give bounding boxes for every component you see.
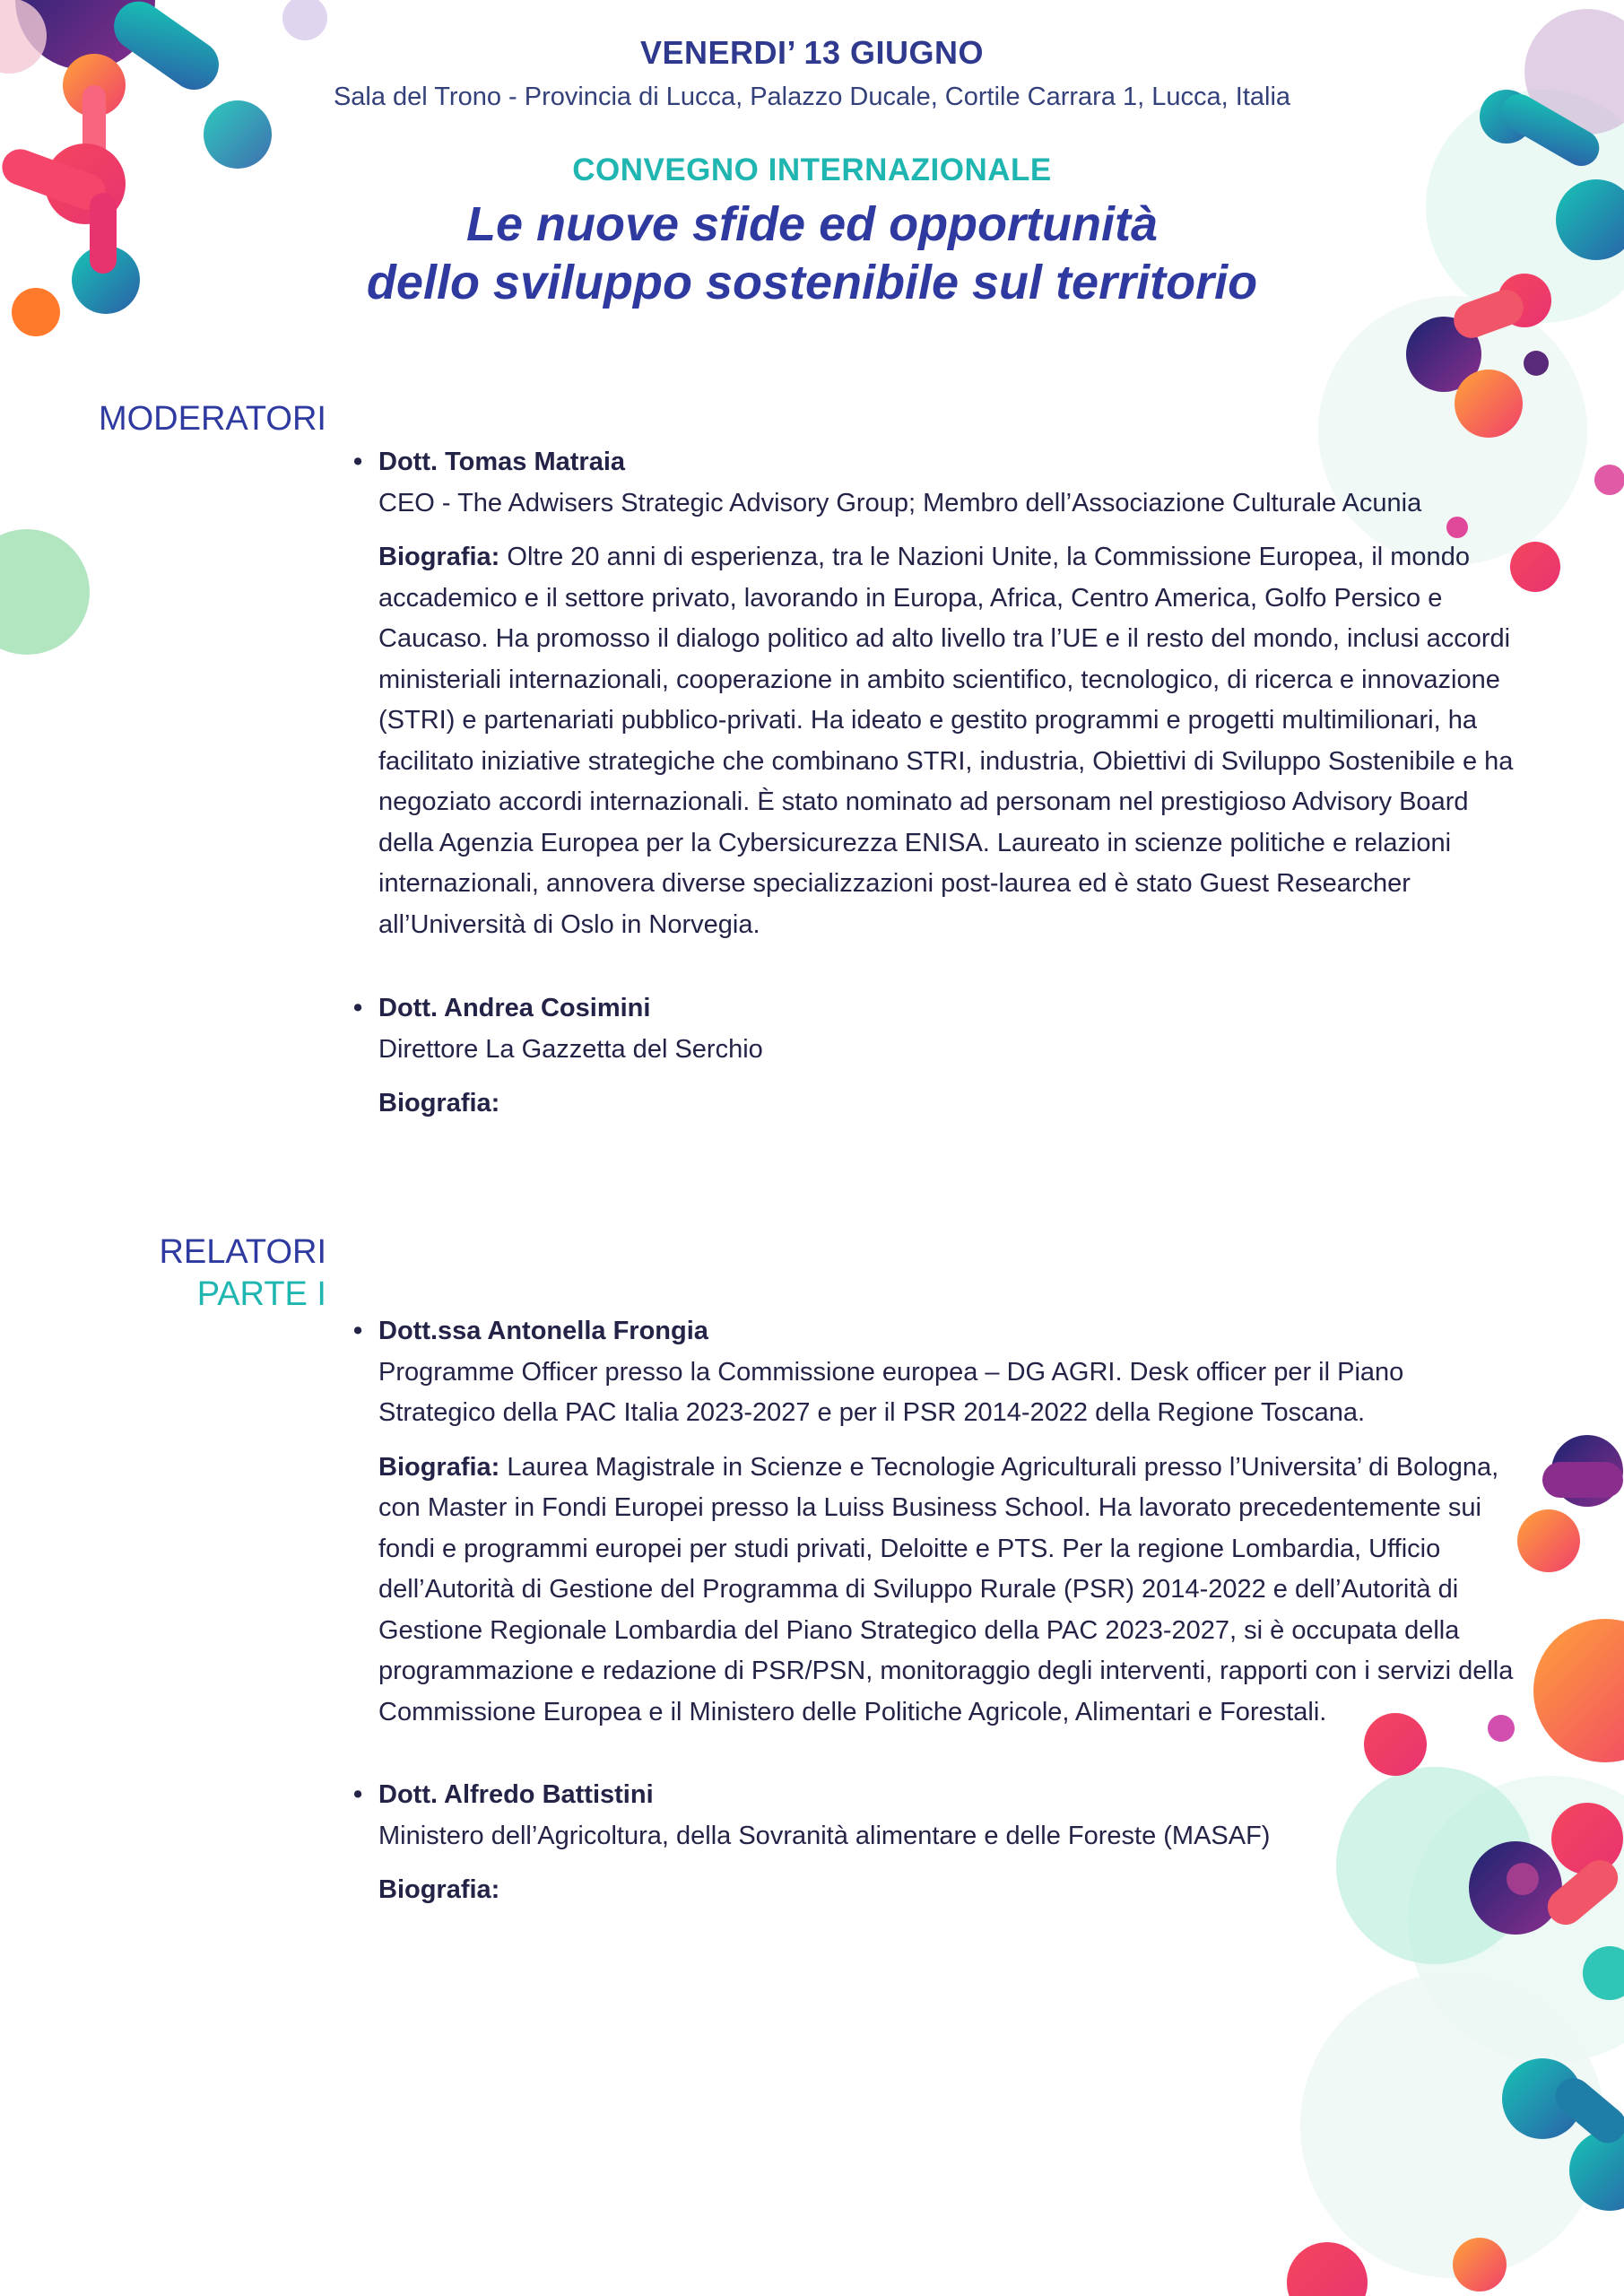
moderator-entry xyxy=(378,442,1526,945)
person-bio xyxy=(378,1083,1526,1125)
person-role: Direttore La Gazzetta del Serchio xyxy=(378,1034,763,1064)
person-name: • Dott. Andrea Cosimini xyxy=(378,988,1526,1030)
person-role: CEO - The Adwisers Strategic Advisory Group; Membro dell’Associazione Culturale Acunia xyxy=(378,488,1422,517)
bio-label: Biografia: xyxy=(378,1089,500,1118)
bio-label: Biografia: xyxy=(378,1452,500,1482)
bio-text: Oltre 20 anni di esperienza, tra le Nazioni Unite, la Commissione Europea, il mondo accademico e il settore privato, lavorando in Europa, Africa, Centro America, Golfo Persico e Caucaso. Ha promosso il dialogo politico ad alto livello tra l’UE e il resto del mondo, inclusi accordi ministeriali internazionali, cooperazione in ambito scientifico, tecnologico, di ricerca e innovazione (STRI) e partenariati pubblico-privati. Ha ideato e gestito programmi e progetti multimilionari, ha facilitato iniziative strategiche che combinano STRI, industria, Obiettivi di Sviluppo Sostenibile e ha negoziato accordi internazionali. È stato nominato ad personam nel prestigioso Advisory Board della Agenzia Europea per la Cybersicurezza ENISA. Laureato in scienze politiche e relazioni internazionali, annovera diverse specializzazioni post-laurea ed è stato Guest Researcher all’Università di Oslo in Norvegia. xyxy=(378,543,1514,939)
bio-label: Biografia: xyxy=(378,543,500,571)
person-name: • Dott.ssa Antonella Frongia xyxy=(378,1311,1526,1352)
person-name: • Dott. Tomas Matraia xyxy=(378,442,1526,483)
moderatori-heading: MODERATORI xyxy=(98,400,326,438)
event-title-line1: Le nuove sfide ed opportunità xyxy=(465,197,1159,251)
event-date: VENERDI’ 13 GIUGNO xyxy=(639,34,985,71)
bio-label: Biografia: xyxy=(378,1875,500,1904)
person-bio xyxy=(378,1448,1526,1734)
event-title xyxy=(0,196,1624,312)
relatori-subheading: PARTE I xyxy=(196,1275,326,1313)
person-name: • Dott. Alfredo Battistini xyxy=(378,1775,1526,1816)
event-venue: Sala del Trono - Provincia di Lucca, Palazzo Ducale, Cortile Carrara 1, Lucca, Italia xyxy=(333,83,1291,111)
bio-text: Laurea Magistrale in Scienze e Tecnologie Agriculturali presso l’Universita’ di Bologna, con Master in Fondi Europei presso la Luiss Business School. Ha lavorato precedentemente sui fondi e programmi europei per studi privati, Deloitte e PTS. Per la regione Lombardia, Ufficio dell’Autorità di Gestione del Programma di Sviluppo Rurale (PSR) 2014-2022 e dell’Autorità di Gestione Regionale Lombardia del Piano Strategico della PAC 2023-2027, si è occupata della programmazione e redazione di PSR/PSN, monitoraggio degli interventi, rapporti con i servizi della Commissione Europea e il Ministero delle Politiche Agricole, Alimentari e Forestali. xyxy=(378,1452,1514,1726)
moderator-entry xyxy=(378,988,1526,1125)
speaker-entry xyxy=(378,1311,1526,1733)
relatori-heading: RELATORI xyxy=(159,1233,326,1271)
event-title-line2: dello sviluppo sostenibile sul territorio xyxy=(366,256,1258,309)
person-role: Ministero dell’Agricoltura, della Sovranità alimentare e delle Foreste (MASAF) xyxy=(378,1821,1271,1850)
person-bio xyxy=(378,1870,1526,1911)
speaker-entry xyxy=(378,1775,1526,1911)
person-bio xyxy=(378,537,1526,945)
person-role: Programme Officer presso la Commissione europea – DG AGRI. Desk officer per il Piano Strategico della PAC Italia 2023-2027 e per il PSR 2014-2022 della Regione Toscana. xyxy=(378,1357,1404,1427)
event-kicker: CONVEGNO INTERNAZIONALE xyxy=(572,152,1052,187)
